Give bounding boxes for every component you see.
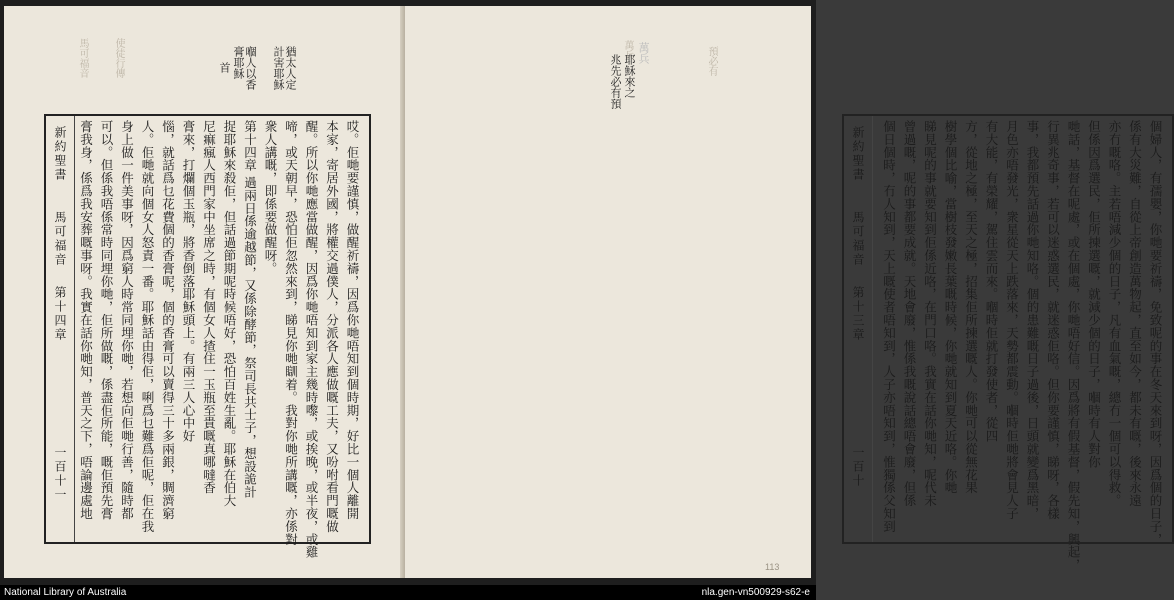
text-column: 第十四章 過兩日係逾越節，又係除酵節，祭司長共士子，想設詭計	[242, 120, 258, 499]
bleed-through-text: 馬可福音	[77, 38, 88, 78]
page-number: 一百十一	[53, 446, 67, 502]
text-column: 哎。佢哋要謹慎，做醒祈禱，因爲你哋唔知到個時期，好比一個人離開	[345, 120, 360, 520]
source-credit: National Library of Australia	[4, 587, 127, 598]
corner-mark: 113	[765, 562, 780, 572]
text-column: 曾過嘅，呢的事都要成就。天地會廢，惟係我嘅說話總唔會廢，但係	[902, 120, 917, 507]
top-note: 首	[218, 62, 231, 73]
text-column: 醒。所以你哋應當做醒，因爲你哋唔知到家主幾時嚟，或挨晚，或半夜，或雞	[304, 120, 319, 559]
book-title: 新約聖書	[53, 126, 67, 182]
text-column: 方，從地之極，至天之極，招集佢所揀選嘅人。你哋可以從無花果	[963, 120, 979, 495]
text-column: 膏來，打爛個玉瓶，將香倒落耶穌頭上。有兩三人心中好	[181, 120, 196, 443]
text-column: 樹學個比喻，當樹枝發嫩長葉嘅時候，你哋就知到夏天近咯。你哋	[943, 120, 958, 495]
text-column: 膏我身，係爲我安葬嘅事呀。我實在話你哋知，普天之下，唔論邊處地	[78, 120, 94, 520]
text-column: 可以。但係我唔係常時同埋你哋，佢所做嘅，係盡佢所能，嘅佢預先膏	[99, 120, 114, 520]
text-column: 尼痲瘋人西門家中坐席之時，有個女人揸住一玉瓶至貴嘅真哪噠香	[201, 120, 217, 495]
book-title: 新約聖書	[851, 126, 865, 182]
text-column: 個日個時，冇人知到，天上嘅使者唔知到，人子亦唔知到，惟獨係父知到	[881, 120, 897, 533]
bleed-through-text: 預必有	[706, 46, 717, 76]
text-column: 係有大災難，自從上帝創造萬物起，直至如今，都未有嘅，後來永遠	[1127, 120, 1143, 507]
text-column: 啼，或天朝早，恐怕佢忽然來到，睇見你哋瞓着。我對你哋所講嘅，亦係對	[283, 120, 299, 546]
left-page	[4, 6, 405, 578]
header-rule	[74, 116, 75, 542]
text-column: 人。佢哋就向個女人怒責一番。耶穌話由得佢，唎爲乜難爲佢呢，佢在我	[140, 120, 155, 533]
text-column: 行異兆奇事，若可以迷惑選民，就迷惑佢咯。但你要謹慎，睇呀，各樣	[1045, 120, 1061, 520]
text-column: 個婦人，有孺嬰，你哋要祈禱，免致呢的事在冬天來到呀，因爲個的日子，	[1148, 120, 1163, 546]
text-column: 有大能，有榮耀，駕住雲而來。嗰時佢就打發使者，從四	[984, 120, 999, 443]
top-note: 計害耶穌	[272, 46, 285, 90]
left-text-frame	[44, 114, 371, 559]
top-note: 膏耶穌	[232, 46, 245, 79]
top-note: 耶穌來之	[623, 54, 636, 98]
text-column: 惱，就話爲乜花費個的香膏呢，個的香膏可以賣得三十多兩銀，賙濟窮	[160, 120, 176, 520]
top-note: 嗰人以香	[244, 46, 257, 90]
bleed-through-text: 使徒行傳	[113, 38, 124, 78]
record-id: nla.gen-vn500929-s62-e	[701, 587, 810, 598]
chapter-heading: 第十四章	[53, 286, 67, 342]
gospel-title: 馬可福音	[851, 211, 865, 267]
header-rule	[872, 116, 873, 542]
text-column: 事，我都預先話過你哋知咯。個的患難嘅日子過後，日頭就變爲黑暗，	[1025, 120, 1040, 520]
text-column: 哋話，基督在呢處，或在個處，你哋唔好信。因爲將有假基督，假先知，興起，	[1066, 120, 1081, 572]
text-column: 但係因爲選民，佢所揀選嘅，就減少個的日子，嗰時有人對你	[1086, 120, 1102, 469]
text-column: 睇見呢的事就要知到佢係近咯，在門口咯。我實在話你哋知，呢代未	[922, 120, 938, 507]
chapter-heading: 第十三章	[851, 286, 865, 342]
gospel-title: 馬可福音	[53, 211, 67, 267]
text-column: 本家，寄居外國，將權交過僕人，分派各人應做嘅工夫，又吩咐看門嘅做	[324, 120, 340, 533]
top-note: 萬兵	[637, 42, 650, 64]
text-column: 衆人講嘅，即係要做醒呀。	[263, 120, 278, 275]
top-note: 兆先必有預	[609, 54, 622, 109]
text-column: 身上做一件美事呀，因爲窮人時常同埋你哋，若想向佢哋行善，隨時都	[119, 120, 135, 520]
text-column: 月色亦唔發光，衆星從天上跌落來，天勢都震動。嗰時佢哋將會見人子	[1004, 120, 1020, 520]
text-column: 亦冇嘅咯。主若唔減少個的日子，凡有血氣嘅，總冇一個可以得救。	[1107, 120, 1122, 507]
text-column: 捉耶穌來殺佢，但話過節期呢時候唔好，恐怕百姓生亂。耶穌在伯大	[222, 120, 237, 507]
page-number: 一百十	[851, 446, 865, 488]
right-text-frame	[842, 114, 1174, 572]
top-note: 猶太人定	[284, 46, 297, 90]
right-page	[405, 6, 1163, 578]
footer-bar	[0, 585, 816, 600]
bleed-through-text: 萬兵	[622, 40, 633, 60]
